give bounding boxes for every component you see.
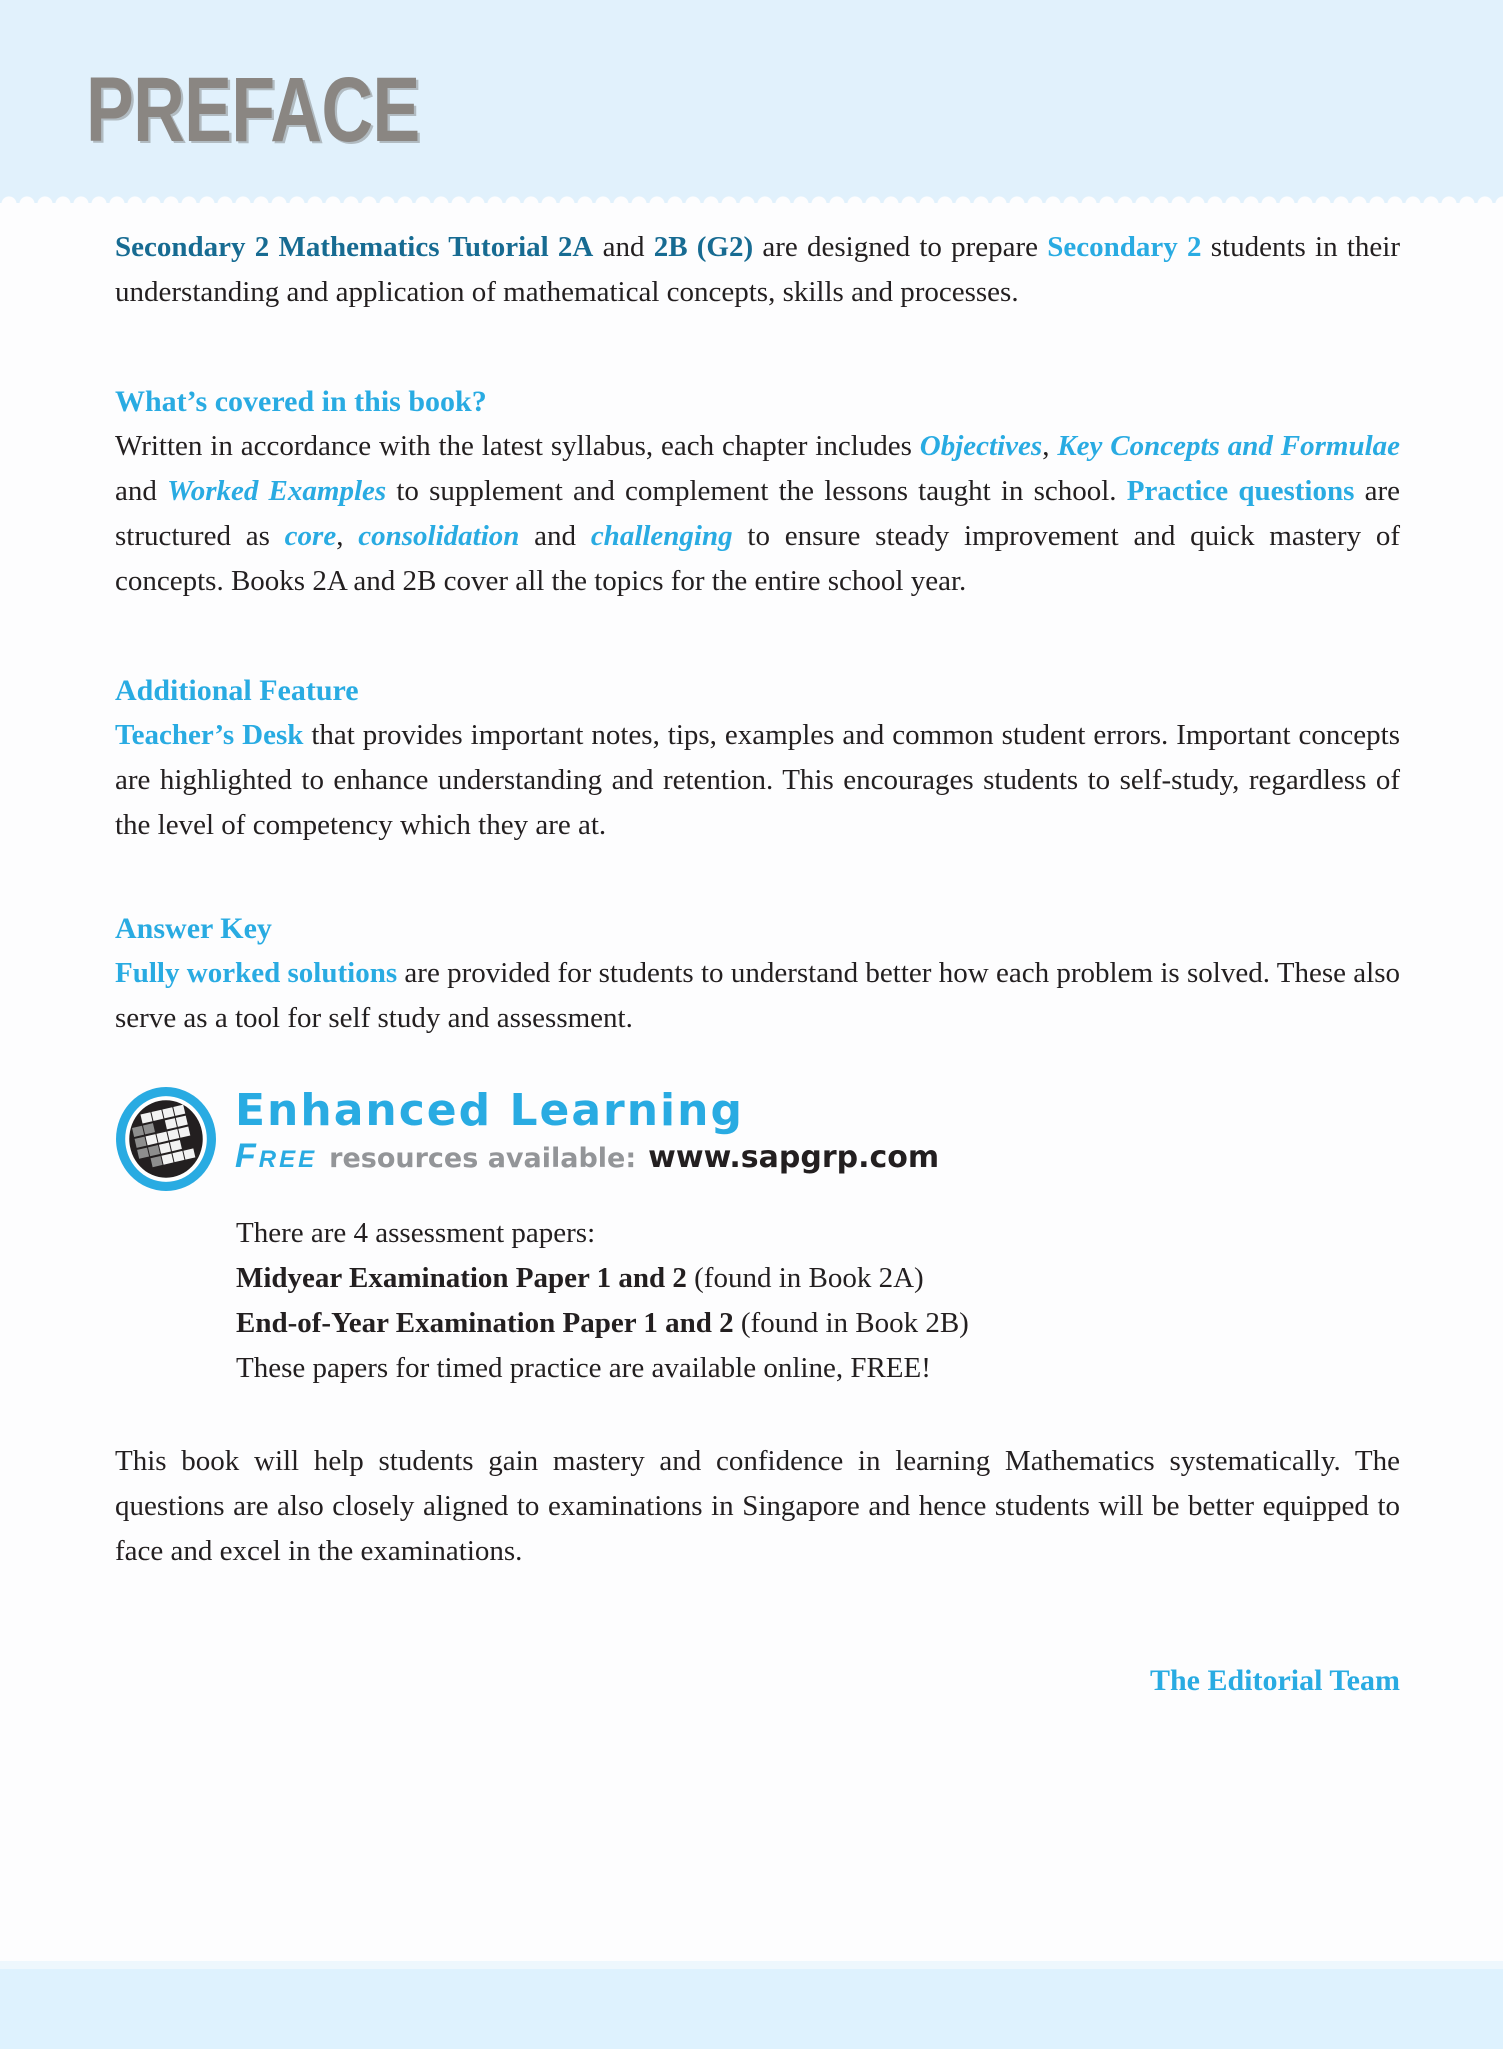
editorial-team-signature: The Editorial Team (1149, 1664, 1400, 1697)
enhanced-learning-tagline (235, 1137, 939, 1176)
assessment-line: There are 4 assessment papers: (236, 1217, 596, 1249)
section-heading-answer-key: Answer Key (115, 912, 272, 945)
assessment-list (115, 1211, 1400, 1391)
closing-paragraph: This book will help students gain mastery and confidence in learning Mathematics systematically. The questions are also closely aligned to examinations in Singapore and hence students will be better equipped to face and excel in the examinations. (115, 1445, 1400, 1567)
website-url: www.sapgrp.com (648, 1140, 940, 1175)
assessment-line: End-of-Year Examination Paper 1 and 2 (found in Book 2B) (236, 1307, 969, 1339)
content (0, 203, 1503, 1703)
scallop-divider (0, 193, 1503, 203)
enhanced-learning-text (235, 1085, 939, 1176)
free-label: Free (235, 1137, 318, 1175)
section-heading-additional-feature: Additional Feature (115, 674, 359, 707)
enhanced-learning-logo (115, 1085, 1400, 1195)
resources-label: resources available: (329, 1143, 637, 1174)
assessment-line: These papers for timed practice are available online, FREE! (236, 1352, 931, 1384)
section-paragraph-additional-feature: Teacher’s Desk that provides important notes, tips, examples and common student errors. Important concepts are highlighted to enhance understanding and retention. This encourages students to self-study, regardless of the level of competency which they are at. (115, 719, 1400, 841)
pixel-e-logo-icon (115, 1085, 217, 1193)
enhanced-learning-title: Enhanced Learning (235, 1085, 744, 1136)
footer-band (0, 1961, 1503, 2049)
intro-paragraph: Secondary 2 Mathematics Tutorial 2A and 2B (G2) are designed to prepare Secondary 2 students in their understanding and application of mathematical concepts, skills and processes. (115, 231, 1400, 308)
section-paragraph-covered: Written in accordance with the latest syllabus, each chapter includes Objectives, Key Concepts and Formulae and Worked Examples to supplement and complement the lessons taught in school. Practice questions are structured as core, consolidation and challenging to ensure steady improvement and quick mastery of concepts. Books 2A and 2B cover all the topics for the entire school year. (115, 430, 1401, 597)
section-paragraph-answer-key: Fully worked solutions are provided for students to understand better how each problem is solved. These also serve as a tool for self study and assessment. (115, 957, 1400, 1034)
assessment-line: Midyear Examination Paper 1 and 2 (found in Book 2A) (236, 1262, 924, 1294)
section-heading-covered: What’s covered in this book? (115, 385, 487, 418)
page-title: PREFACE (86, 59, 420, 161)
header-band (0, 0, 1503, 193)
